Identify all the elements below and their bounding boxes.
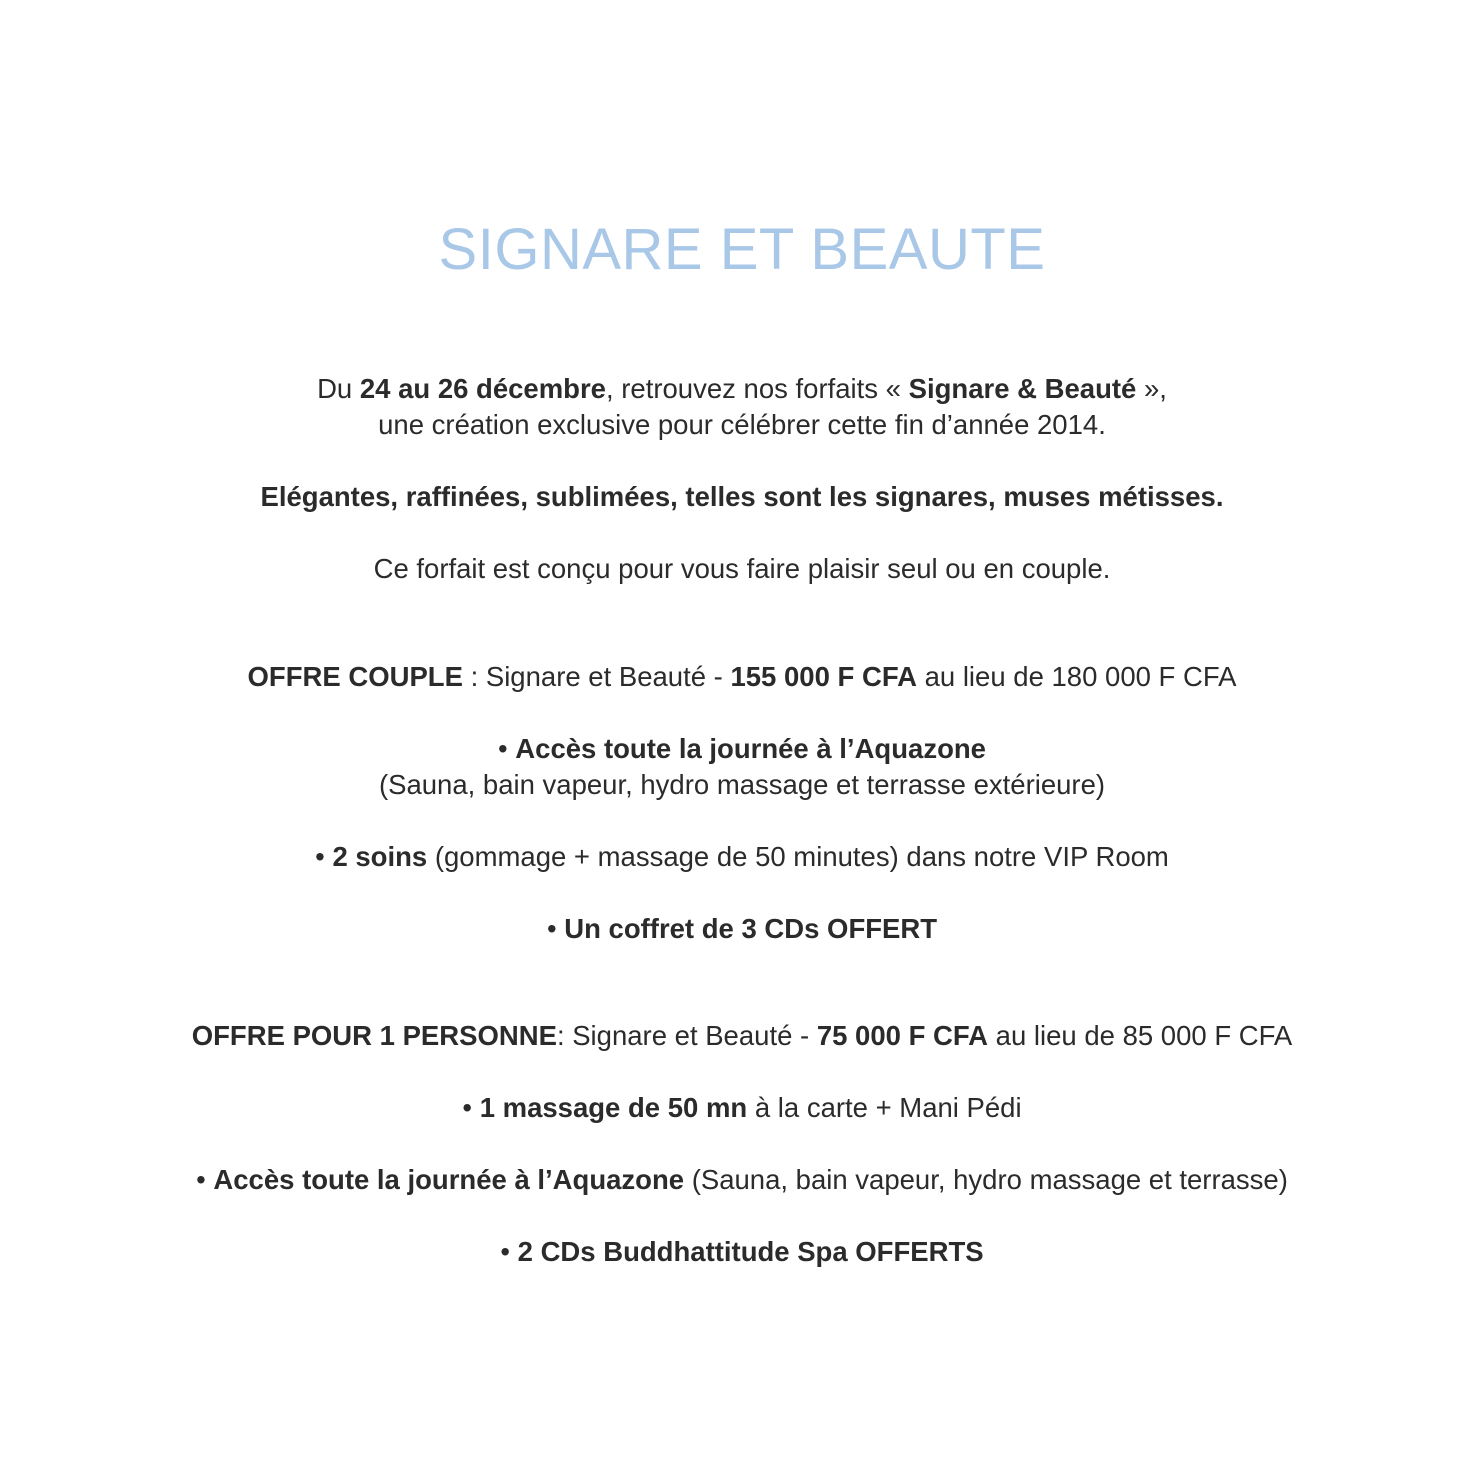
offer-separator: : Signare et Beauté - bbox=[556, 1020, 817, 1051]
bullet: • bbox=[546, 913, 565, 944]
bullet: • bbox=[500, 1236, 518, 1267]
item-title: Accès toute la journée à l’Aquazone bbox=[213, 1164, 685, 1195]
offer-couple-heading bbox=[0, 659, 1484, 695]
offer-old-price: au lieu de 85 000 F CFA bbox=[988, 1020, 1293, 1051]
intro-line-1 bbox=[0, 371, 1484, 407]
item-detail: (gommage + massage de 50 minutes) dans notre VIP Room bbox=[427, 841, 1169, 872]
intro-text: Du bbox=[317, 373, 360, 404]
bullet: • bbox=[196, 1164, 214, 1195]
item-title: 1 massage de 50 mn bbox=[479, 1092, 748, 1123]
intro-text: , retrouvez nos forfaits « bbox=[605, 373, 909, 404]
offer-couple-item-2 bbox=[0, 839, 1484, 875]
item-title: 2 CDs Buddhattitude Spa OFFERTS bbox=[517, 1236, 984, 1267]
intro-text: », bbox=[1136, 373, 1167, 404]
page-title: SIGNARE ET BEAUTE bbox=[438, 217, 1046, 282]
offer-single-item-2 bbox=[0, 1162, 1484, 1198]
item-title: Accès toute la journée à l’Aquazone bbox=[515, 733, 986, 764]
item-title: Un coffret de 3 CDs OFFERT bbox=[564, 913, 938, 944]
offer-name: OFFRE COUPLE bbox=[247, 661, 463, 692]
offer-old-price: au lieu de 180 000 F CFA bbox=[916, 661, 1237, 692]
bullet: • bbox=[315, 841, 333, 872]
bullet: • bbox=[462, 1092, 480, 1123]
offer-single-heading bbox=[0, 1018, 1484, 1054]
intro-line-2: une création exclusive pour célébrer cette fin d’année 2014. bbox=[378, 409, 1106, 440]
offer-name: OFFRE POUR 1 PERSONNE bbox=[191, 1020, 557, 1051]
tagline: Elégantes, raffinées, sublimées, telles sont les signares, muses métisses. bbox=[260, 481, 1224, 512]
offer-couple-item-1 bbox=[0, 731, 1484, 767]
offer-separator: : Signare et Beauté - bbox=[462, 661, 731, 692]
package-name: Signare & Beauté bbox=[908, 373, 1137, 404]
item-detail: (Sauna, bain vapeur, hydro massage et terrasse) bbox=[684, 1164, 1288, 1195]
date-range: 24 au 26 décembre bbox=[359, 373, 606, 404]
offer-couple-item-3 bbox=[0, 911, 1484, 947]
item-title: 2 soins bbox=[332, 841, 428, 872]
offer-single-item-3 bbox=[0, 1234, 1484, 1270]
offer-single-item-1 bbox=[0, 1090, 1484, 1126]
offer-price: 155 000 F CFA bbox=[730, 661, 917, 692]
bullet: • bbox=[498, 733, 516, 764]
package-note: Ce forfait est conçu pour vous faire plaisir seul ou en couple. bbox=[373, 553, 1111, 584]
offer-couple-item-1-detail: (Sauna, bain vapeur, hydro massage et terrasse extérieure) bbox=[378, 769, 1106, 800]
item-detail: à la carte + Mani Pédi bbox=[747, 1092, 1022, 1123]
offer-price: 75 000 F CFA bbox=[816, 1020, 989, 1051]
